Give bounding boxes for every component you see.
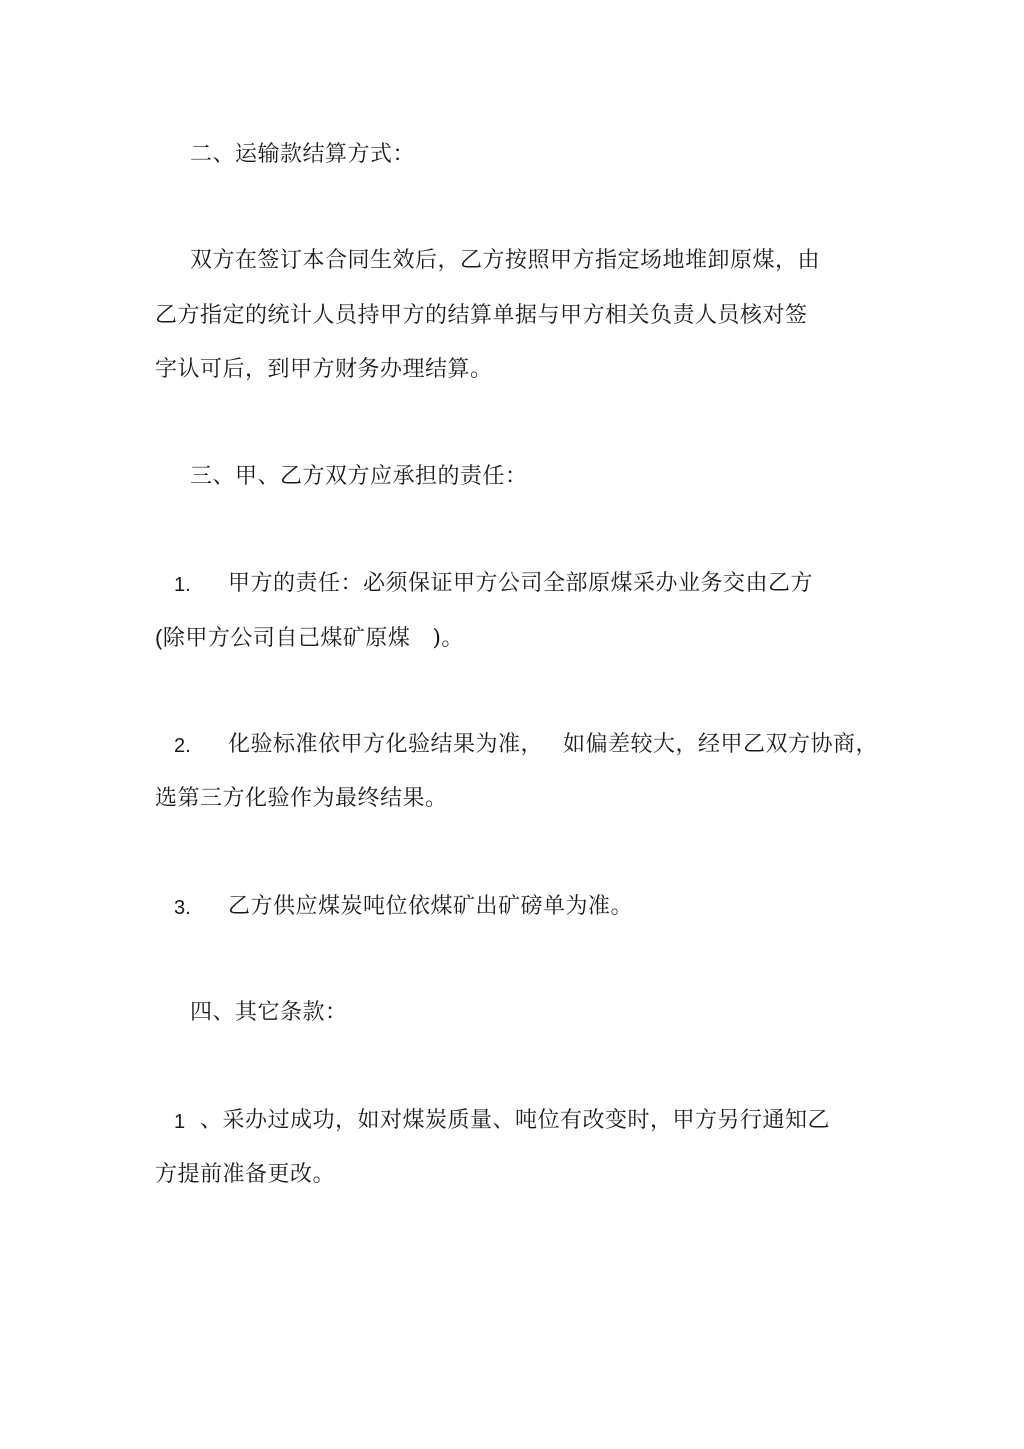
section4-item1-line1: 、采办过成功，如对煤炭质量、吨位有改变时，甲方另行通知乙 [200, 1108, 831, 1133]
item3-number: 3. [174, 897, 191, 919]
section2-para-line1: 双方在签订本合同生效后，乙方按照甲方指定场地堆卸原煤，由 [190, 248, 821, 273]
item1-line2 [155, 623, 464, 654]
item1-open-paren: ( [155, 625, 163, 650]
item2-line1-part-a: 化验标准依甲方化验结果为准， [228, 732, 544, 757]
section2-para-line2: 乙方指定的统计人员持甲方的结算单据与甲方相关负责人员核对签 [155, 303, 808, 328]
item1-line1: 甲方的责任：必须保证甲方公司全部原煤采办业务交由乙方 [228, 571, 814, 596]
item2-number: 2. [174, 735, 191, 757]
item1-number: 1. [174, 574, 191, 596]
section4-heading: 四、其它条款： [190, 1000, 348, 1025]
item1-line2-text: 除甲方公司自己煤矿原煤 [162, 626, 411, 651]
section4-item1-number: 1 [174, 1111, 186, 1133]
item1-close-paren: )。 [432, 626, 464, 651]
section2-heading: 二、运输款结算方式： [190, 142, 416, 167]
item2-line2: 选第三方化验作为最终结果。 [155, 786, 448, 811]
section2-para-line3: 字认可后，到甲方财务办理结算。 [155, 357, 493, 382]
section4-item1-line2: 方提前准备更改。 [155, 1162, 336, 1187]
section3-heading: 三、甲、乙方双方应承担的责任： [190, 464, 528, 489]
item2-line1 [228, 730, 878, 760]
item3-line1: 乙方供应煤炭吨位依煤矿出矿磅单为准。 [228, 894, 634, 919]
item2-line1-part-b: 如偏差较大，经甲乙双方协商， [563, 732, 879, 757]
